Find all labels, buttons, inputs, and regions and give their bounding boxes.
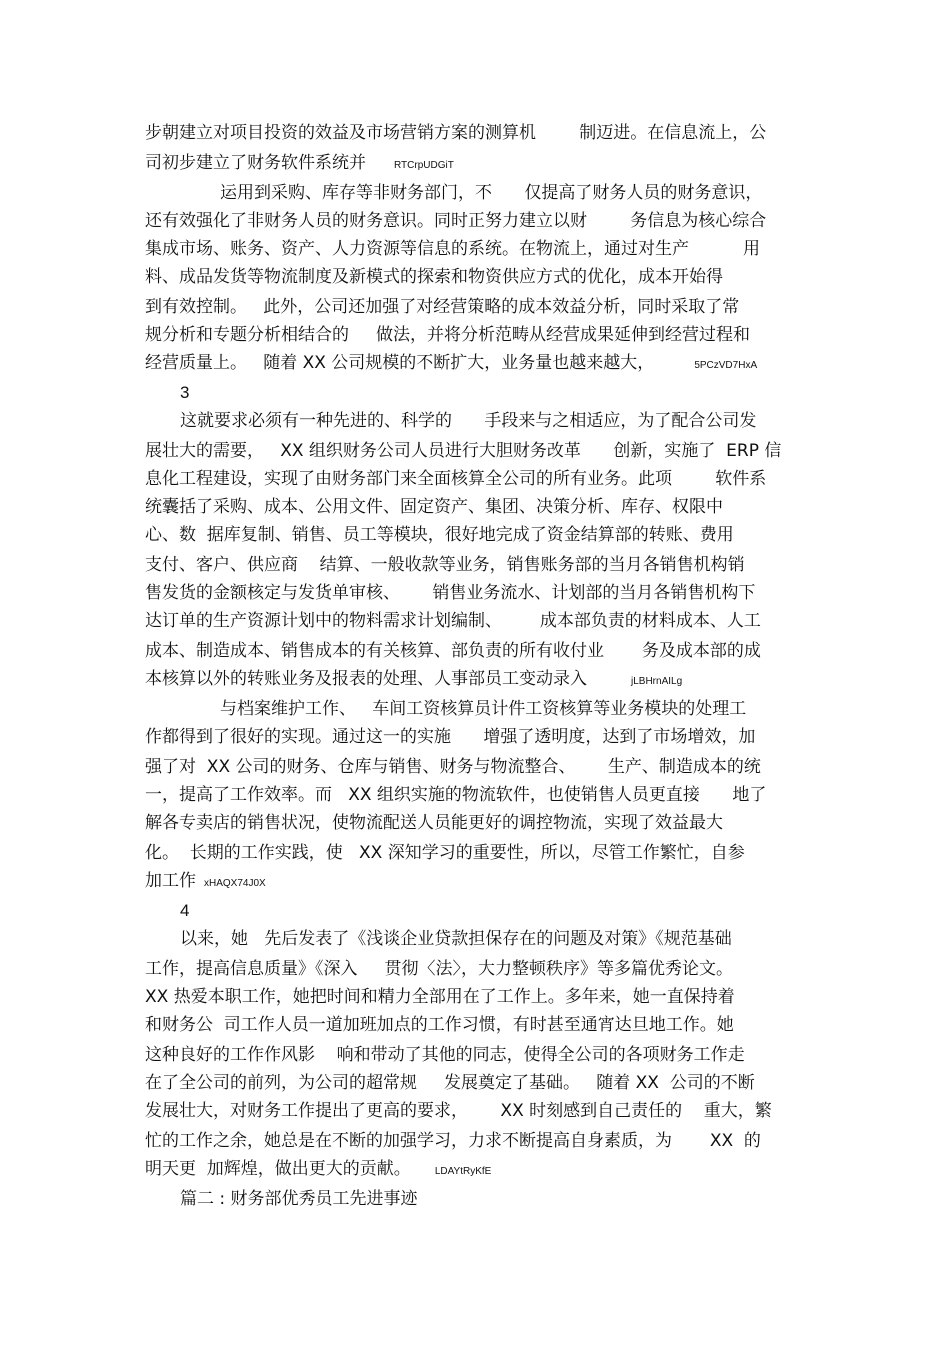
text-line: 规分析和专题分析相结合的 做法，并将分析范畴从经营成果延伸到经营过程和	[145, 325, 751, 345]
text-line: 与档案维护工作、 车间工资核算员计件工资核算等业务模块的处理工	[220, 699, 747, 719]
text-line: 达订单的生产资源计划中的物料需求计划编制、 成本部负责的材料成本、人工	[145, 611, 761, 631]
text-line: 以来，她 先后发表了《浅谈企业贷款担保存在的问题及对策》《规范基础	[180, 929, 732, 949]
text-line: 这就要求必须有一种先进的、科学的 手段来与之相适应，为了配合公司发	[180, 411, 757, 431]
text-line: 心、数 据库复制、销售、员工等模块，很好地完成了资金结算部的转账、费用	[145, 525, 734, 545]
text-line: 料、成品发货等物流制度及新模式的探索和物资供应方式的优化，成本开始得	[145, 267, 723, 287]
text-line: 强了对 XX 公司的财务、仓库与销售、财务与物流整合、 生产、制造成本的统	[145, 757, 761, 777]
watermark-code: LDAYtRyKfE	[434, 1166, 492, 1177]
page-number: 3	[180, 383, 190, 402]
text-line: 在了全公司的前列，为公司的超常规 发展奠定了基础。 随着 XX 公司的不断	[145, 1073, 755, 1093]
text-line: 集成市场、账务、资产、人力资源等信息的系统。在物流上，通过对生产 用	[145, 239, 761, 259]
text-line: 支付、客户、供应商 结算、一般收款等业务，销售账务部的当月各销售机构销	[145, 555, 745, 575]
text-line: 工作，提高信息质量》《深入 贯彻〈法〉，大力整顿秩序》等多篇优秀论文。	[145, 959, 734, 979]
text-line: 司初步建立了财务软件系统并 RTCrpUDGiT	[145, 153, 454, 173]
watermark-code: 5PCzVD7HxA	[694, 360, 758, 371]
text-line: 售发货的金额核定与发货单审核、 销售业务流水、计划部的当月各销售机构下	[145, 583, 756, 603]
text-line: 统囊括了采购、成本、公用文件、固定资产、集团、决策分析、库存、权限中	[145, 497, 723, 517]
text-line: 化。 长期的工作实践，使 XX 深知学习的重要性，所以，尽管工作繁忙，自参	[145, 843, 745, 863]
text-line: 解各专卖店的销售状况，使物流配送人员能更好的调控物流，实现了效益最大	[145, 813, 723, 833]
text-line: 到有效控制。 此外，公司还加强了对经营策略的成本效益分析，同时采取了常	[145, 297, 740, 317]
text-line: 息化工程建设，实现了由财务部门来全面核算全公司的所有业务。此项 软件系	[145, 469, 767, 489]
text-line: 运用到采购、库存等非财务部门，不 仅提高了财务人员的财务意识，	[220, 183, 763, 203]
text-line: 发展壮大，对财务工作提出了更高的要求， XX 时刻感到自己责任的 重大，繁	[145, 1101, 772, 1121]
text-line: 明天更 加辉煌，做出更大的贡献。 LDAYtRyKfE	[145, 1159, 492, 1179]
watermark-code: xHAQX74J0X	[204, 878, 266, 889]
text-line: 加工作 xHAQX74J0X	[145, 871, 266, 891]
text-line: 展壮大的需要， XX 组织财务公司人员进行大胆财务改革 创新，实施了 ERP 信	[145, 441, 782, 461]
text-line: 还有效强化了非财务人员的财务意识。同时正努力建立以财 务信息为核心综合	[145, 211, 767, 231]
text-line: 步朝建立对项目投资的效益及市场营销方案的测算机 制迈进。在信息流上，公	[145, 123, 767, 143]
section-heading: 篇二 : 财务部优秀员工先进事迹	[180, 1189, 418, 1209]
text-line: 一，提高了工作效率。而 XX 组织实施的物流软件，也使销售人员更直接 地了	[145, 785, 767, 805]
text-line: 这种良好的工作作风影 响和带动了其他的同志，使得全公司的各项财务工作走	[145, 1045, 745, 1065]
text-line: 作都得到了很好的实现。通过这一的实施 增强了透明度，达到了市场增效，加	[145, 727, 756, 747]
page-number: 4	[180, 901, 190, 920]
text-line: 和财务公 司工作人员一道加班加点的工作习惯，有时甚至通宵达旦地工作。她	[145, 1015, 734, 1035]
text-line: 忙的工作之余，她总是在不断的加强学习，力求不断提高自身素质，为 XX 的	[145, 1131, 761, 1151]
text-line: XX 热爱本职工作，她把时间和精力全部用在了工作上。多年来，她一直保持着	[145, 987, 735, 1007]
watermark-code: jLBHrnAILg	[631, 676, 683, 687]
text-line: 经营质量上。 随着 XX 公司规模的不断扩大，业务量也越来越大， 5PCzVD7HxA	[145, 353, 758, 373]
watermark-code: RTCrpUDGiT	[394, 160, 454, 171]
text-line: 本核算以外的转账业务及报表的处理、人事部员工变动录入 jLBHrnAILg	[145, 669, 683, 689]
text-line: 成本、制造成本、销售成本的有关核算、部负责的所有收付业 务及成本部的成	[145, 641, 761, 661]
